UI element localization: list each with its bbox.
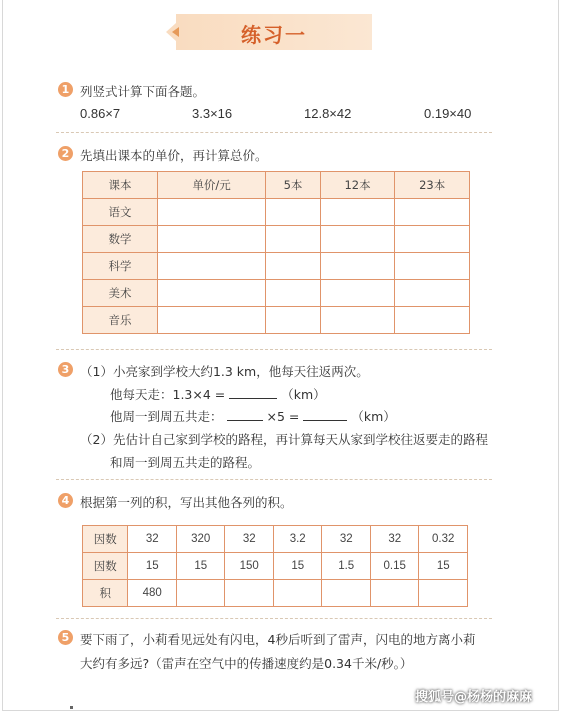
table-header-cell: 5本 <box>266 172 321 199</box>
question-3-line-1: （1）小亮家到学校大约1.3 km，他每天往返两次。 <box>80 364 369 379</box>
factor-cell: 15 <box>128 553 177 580</box>
page-mark <box>70 706 73 709</box>
table-row <box>83 226 470 253</box>
table-row <box>83 526 468 553</box>
factor-cell: 150 <box>225 553 274 580</box>
line-3-text: 他周一到周五共走： <box>110 409 223 424</box>
page-title: 练习一 <box>241 23 307 47</box>
product-cell <box>176 580 225 607</box>
blank-cell <box>266 280 321 307</box>
answer-blank <box>229 387 277 399</box>
question-5-number: 5 <box>58 630 73 645</box>
question-2-number: 2 <box>58 146 73 161</box>
question-4-text: 根据第一列的积，写出其他各列的积。 <box>80 495 293 510</box>
question-3-number: 3 <box>58 362 73 377</box>
blank-cell <box>158 226 266 253</box>
factor-cell: 32 <box>225 526 274 553</box>
expression-3: 12.8×42 <box>304 106 352 121</box>
product-cell: 480 <box>128 580 177 607</box>
blank-cell <box>158 307 266 334</box>
blank-cell <box>320 253 395 280</box>
blank-cell <box>266 226 321 253</box>
question-3-line-4: （2）先估计自己家到学校的路程，再计算每天从家到学校往返要走的路程 <box>80 432 488 447</box>
blank-cell <box>158 199 266 226</box>
question-3-line-5: 和周一到周五共走的路程。 <box>110 455 261 470</box>
title-banner <box>176 14 372 50</box>
separator <box>56 349 492 350</box>
factor-cell: 1.5 <box>322 553 371 580</box>
factor-cell: 32 <box>370 526 419 553</box>
row-label: 美术 <box>83 280 158 307</box>
table-row <box>83 199 470 226</box>
table-header-cell: 单价/元 <box>158 172 266 199</box>
factor-cell: 320 <box>176 526 225 553</box>
row-label: 科学 <box>83 253 158 280</box>
blank-cell <box>395 280 470 307</box>
row-label: 因数 <box>83 553 128 580</box>
expression-2: 3.3×16 <box>192 106 233 121</box>
row-label: 积 <box>83 580 128 607</box>
blank-cell <box>320 226 395 253</box>
line-3-unit: （km） <box>351 409 396 424</box>
blank-cell <box>395 253 470 280</box>
factor-cell: 15 <box>419 553 468 580</box>
table-header-row <box>83 172 470 199</box>
question-1-number: 1 <box>58 82 73 97</box>
factor-cell: 32 <box>128 526 177 553</box>
blank-cell <box>320 280 395 307</box>
table-header-cell: 23本 <box>395 172 470 199</box>
table-header-cell: 12本 <box>320 172 395 199</box>
product-cell <box>370 580 419 607</box>
blank-cell <box>395 226 470 253</box>
product-cell <box>273 580 322 607</box>
blank-cell <box>395 307 470 334</box>
row-label: 语文 <box>83 199 158 226</box>
question-3-line-2 <box>110 385 326 403</box>
price-table <box>82 171 470 334</box>
product-cell <box>419 580 468 607</box>
separator <box>56 618 492 619</box>
blank-cell <box>266 307 321 334</box>
table-row <box>83 253 470 280</box>
question-2-text: 先填出课本的单价，再计算总价。 <box>80 148 268 163</box>
factor-cell: 15 <box>273 553 322 580</box>
table-row <box>83 307 470 334</box>
blank-cell <box>320 307 395 334</box>
question-4-number: 4 <box>58 493 73 508</box>
blank-cell <box>320 199 395 226</box>
factor-cell: 3.2 <box>273 526 322 553</box>
factor-cell: 32 <box>322 526 371 553</box>
table-row <box>83 553 468 580</box>
table-row <box>83 580 468 607</box>
blank-cell <box>395 199 470 226</box>
row-label: 数学 <box>83 226 158 253</box>
expression-4: 0.19×40 <box>424 106 472 121</box>
blank-cell <box>158 253 266 280</box>
factor-cell: 15 <box>176 553 225 580</box>
expression-1: 0.86×7 <box>80 106 121 121</box>
question-1-text: 列竖式计算下面各题。 <box>80 84 206 99</box>
question-5-line-2: 大约有多远?（雷声在空气中的传播速度约是0.34千米/秒。） <box>80 656 413 671</box>
question-5-line-1: 要下雨了，小莉看见远处有闪电，4秒后听到了雷声，闪电的地方离小莉 <box>80 632 476 647</box>
product-cell <box>322 580 371 607</box>
answer-blank <box>303 409 347 421</box>
separator <box>56 479 492 480</box>
question-3-line-3 <box>110 407 396 425</box>
blank-cell <box>266 199 321 226</box>
answer-blank <box>227 409 263 421</box>
line-2-unit: （km） <box>281 387 326 402</box>
watermark: 搜狐号@杨杨的麻麻 <box>415 690 533 705</box>
blank-cell <box>158 280 266 307</box>
row-label: 音乐 <box>83 307 158 334</box>
product-table <box>82 525 468 607</box>
line-2-text: 他每天走：1.3×4 = <box>110 387 226 402</box>
factor-cell: 0.15 <box>370 553 419 580</box>
line-3-mult: ×5 = <box>266 409 300 424</box>
table-row <box>83 280 470 307</box>
table-header-cell: 课本 <box>83 172 158 199</box>
product-cell <box>225 580 274 607</box>
blank-cell <box>266 253 321 280</box>
row-label: 因数 <box>83 526 128 553</box>
separator <box>56 132 492 133</box>
factor-cell: 0.32 <box>419 526 468 553</box>
